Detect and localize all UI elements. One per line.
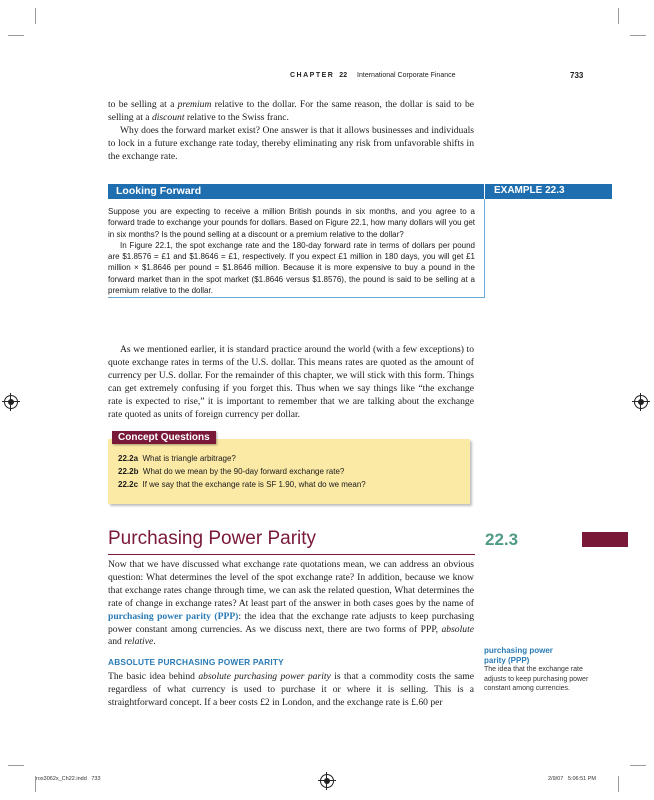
subheading-absolute-ppp: ABSOLUTE PURCHASING POWER PARITY [108, 657, 284, 667]
concept-question: 22.2b What do we mean by the 90-day forward exchange rate? [118, 467, 345, 476]
crop-mark [8, 765, 24, 766]
section-accent-bar [582, 532, 628, 547]
running-header [290, 72, 456, 79]
registration-mark-icon [634, 395, 648, 409]
registration-mark-icon [320, 774, 334, 788]
example-body [108, 206, 475, 296]
example-answer: In Figure 22.1, the spot exchange rate and the 180-day forward rate in terms of dollars per pound are $1.8576 = £1 and $1.8646 = £1, respectively. If you expect £1 million in 180 days, you will get £1 million × $1.8646 per pound = $1.8646 million. Because it is more expensive to buy a pound in the forward market than in the spot market ($1.8646 versus $1.8576), the pound is said to be selling at a premium relative to the dollar. [108, 240, 475, 296]
intro-text [108, 99, 474, 164]
chapter-title: International Corporate Finance [357, 72, 456, 79]
crop-mark [630, 35, 646, 36]
concept-question: 22.2c If we say that the exchange rate is SF 1.90, what do we mean? [118, 480, 366, 489]
example-label: EXAMPLE 22.3 [494, 185, 565, 196]
chapter-number: 22 [339, 72, 348, 79]
margin-term: purchasing power parity (PPP) [484, 646, 553, 665]
crop-mark [618, 776, 619, 792]
section-paragraph: Now that we have discussed what exchange rate quotations mean, we can address an obvious question: What determines the level of the spot exchange rate? In addition, because we know that exchange rates change through time, we can ask the related question, What determines the rate of change in exchange rates? At least part of the answer in both cases goes by the name of purchasing power parity (PPP): the idea that the exchange rate adjusts to keep purchasing power constant among currencies. As we discuss next, there are two forms of PPP, absolute and relative. [108, 559, 474, 648]
margin-definition: The idea that the exchange rate adjusts to keep purchasing power constant among currencies. [484, 666, 589, 692]
registration-mark-icon [4, 395, 18, 409]
example-box-border [108, 297, 485, 298]
example-label-divider [484, 184, 485, 199]
intro-paragraph-1: to be selling at a premium relative to the dollar. For the same reason, the dollar is said to be selling at a discount relative to the Swiss franc. [108, 99, 474, 123]
section-title: Purchasing Power Parity [108, 528, 317, 549]
concept-question: 22.2a What is triangle arbitrage? [118, 454, 236, 463]
page-number: 733 [570, 71, 584, 80]
example-title: Looking Forward [116, 185, 202, 197]
intro-paragraph-2: Why does the forward market exist? One answer is that it allows businesses and individuals to lock in a future exchange rate today, thereby eliminating any risk from unfavorable shifts in the exchange rate. [108, 124, 474, 162]
section-rule [108, 554, 475, 555]
margin-note [484, 646, 592, 694]
example-box-border [484, 199, 485, 297]
concept-questions-title: Concept Questions [112, 431, 216, 444]
section-number: 22.3 [485, 530, 519, 549]
concept-questions-list [118, 452, 463, 491]
absolute-ppp-paragraph: The basic idea behind absolute purchasing power parity is that a commodity costs the same regardless of what currency is used to purchase it or where it is selling. This is a straightforward concept. If a beer costs £2 in London, and the exchange rate is £.60 per [108, 671, 475, 708]
footer-file: ros3062x_Ch22.indd 733 [36, 776, 101, 782]
crop-mark [8, 35, 24, 36]
mid-paragraph: As we mentioned earlier, it is standard practice around the world (with a few exceptions) to quote exchange rates in terms of the U.S. dollar. This means rates are quoted as the amount of currency per U.S. dollar. For the remainder of this chapter, we will stick with this form. Things can get extremely confusing if you forget this. Thus when we say things like “the exchange rate is expected to rise,” it is important to remember that we are talking about the exchange rate quoted as units of foreign currency per dollar. [108, 344, 474, 420]
chapter-label: CHAPTER [290, 72, 335, 79]
footer-timestamp: 2/9/07 5:06:51 PM [548, 776, 597, 782]
crop-mark [618, 8, 619, 24]
crop-mark [630, 765, 646, 766]
example-question: Suppose you are expecting to receive a million British pounds in six months, and you agree to a forward trade to exchange your pounds for dollars. Based on Figure 22.1, how many dollars will you get in six months? Is the pound selling at a discount or a premium relative to the dollar? [108, 207, 475, 239]
crop-mark [35, 8, 36, 24]
